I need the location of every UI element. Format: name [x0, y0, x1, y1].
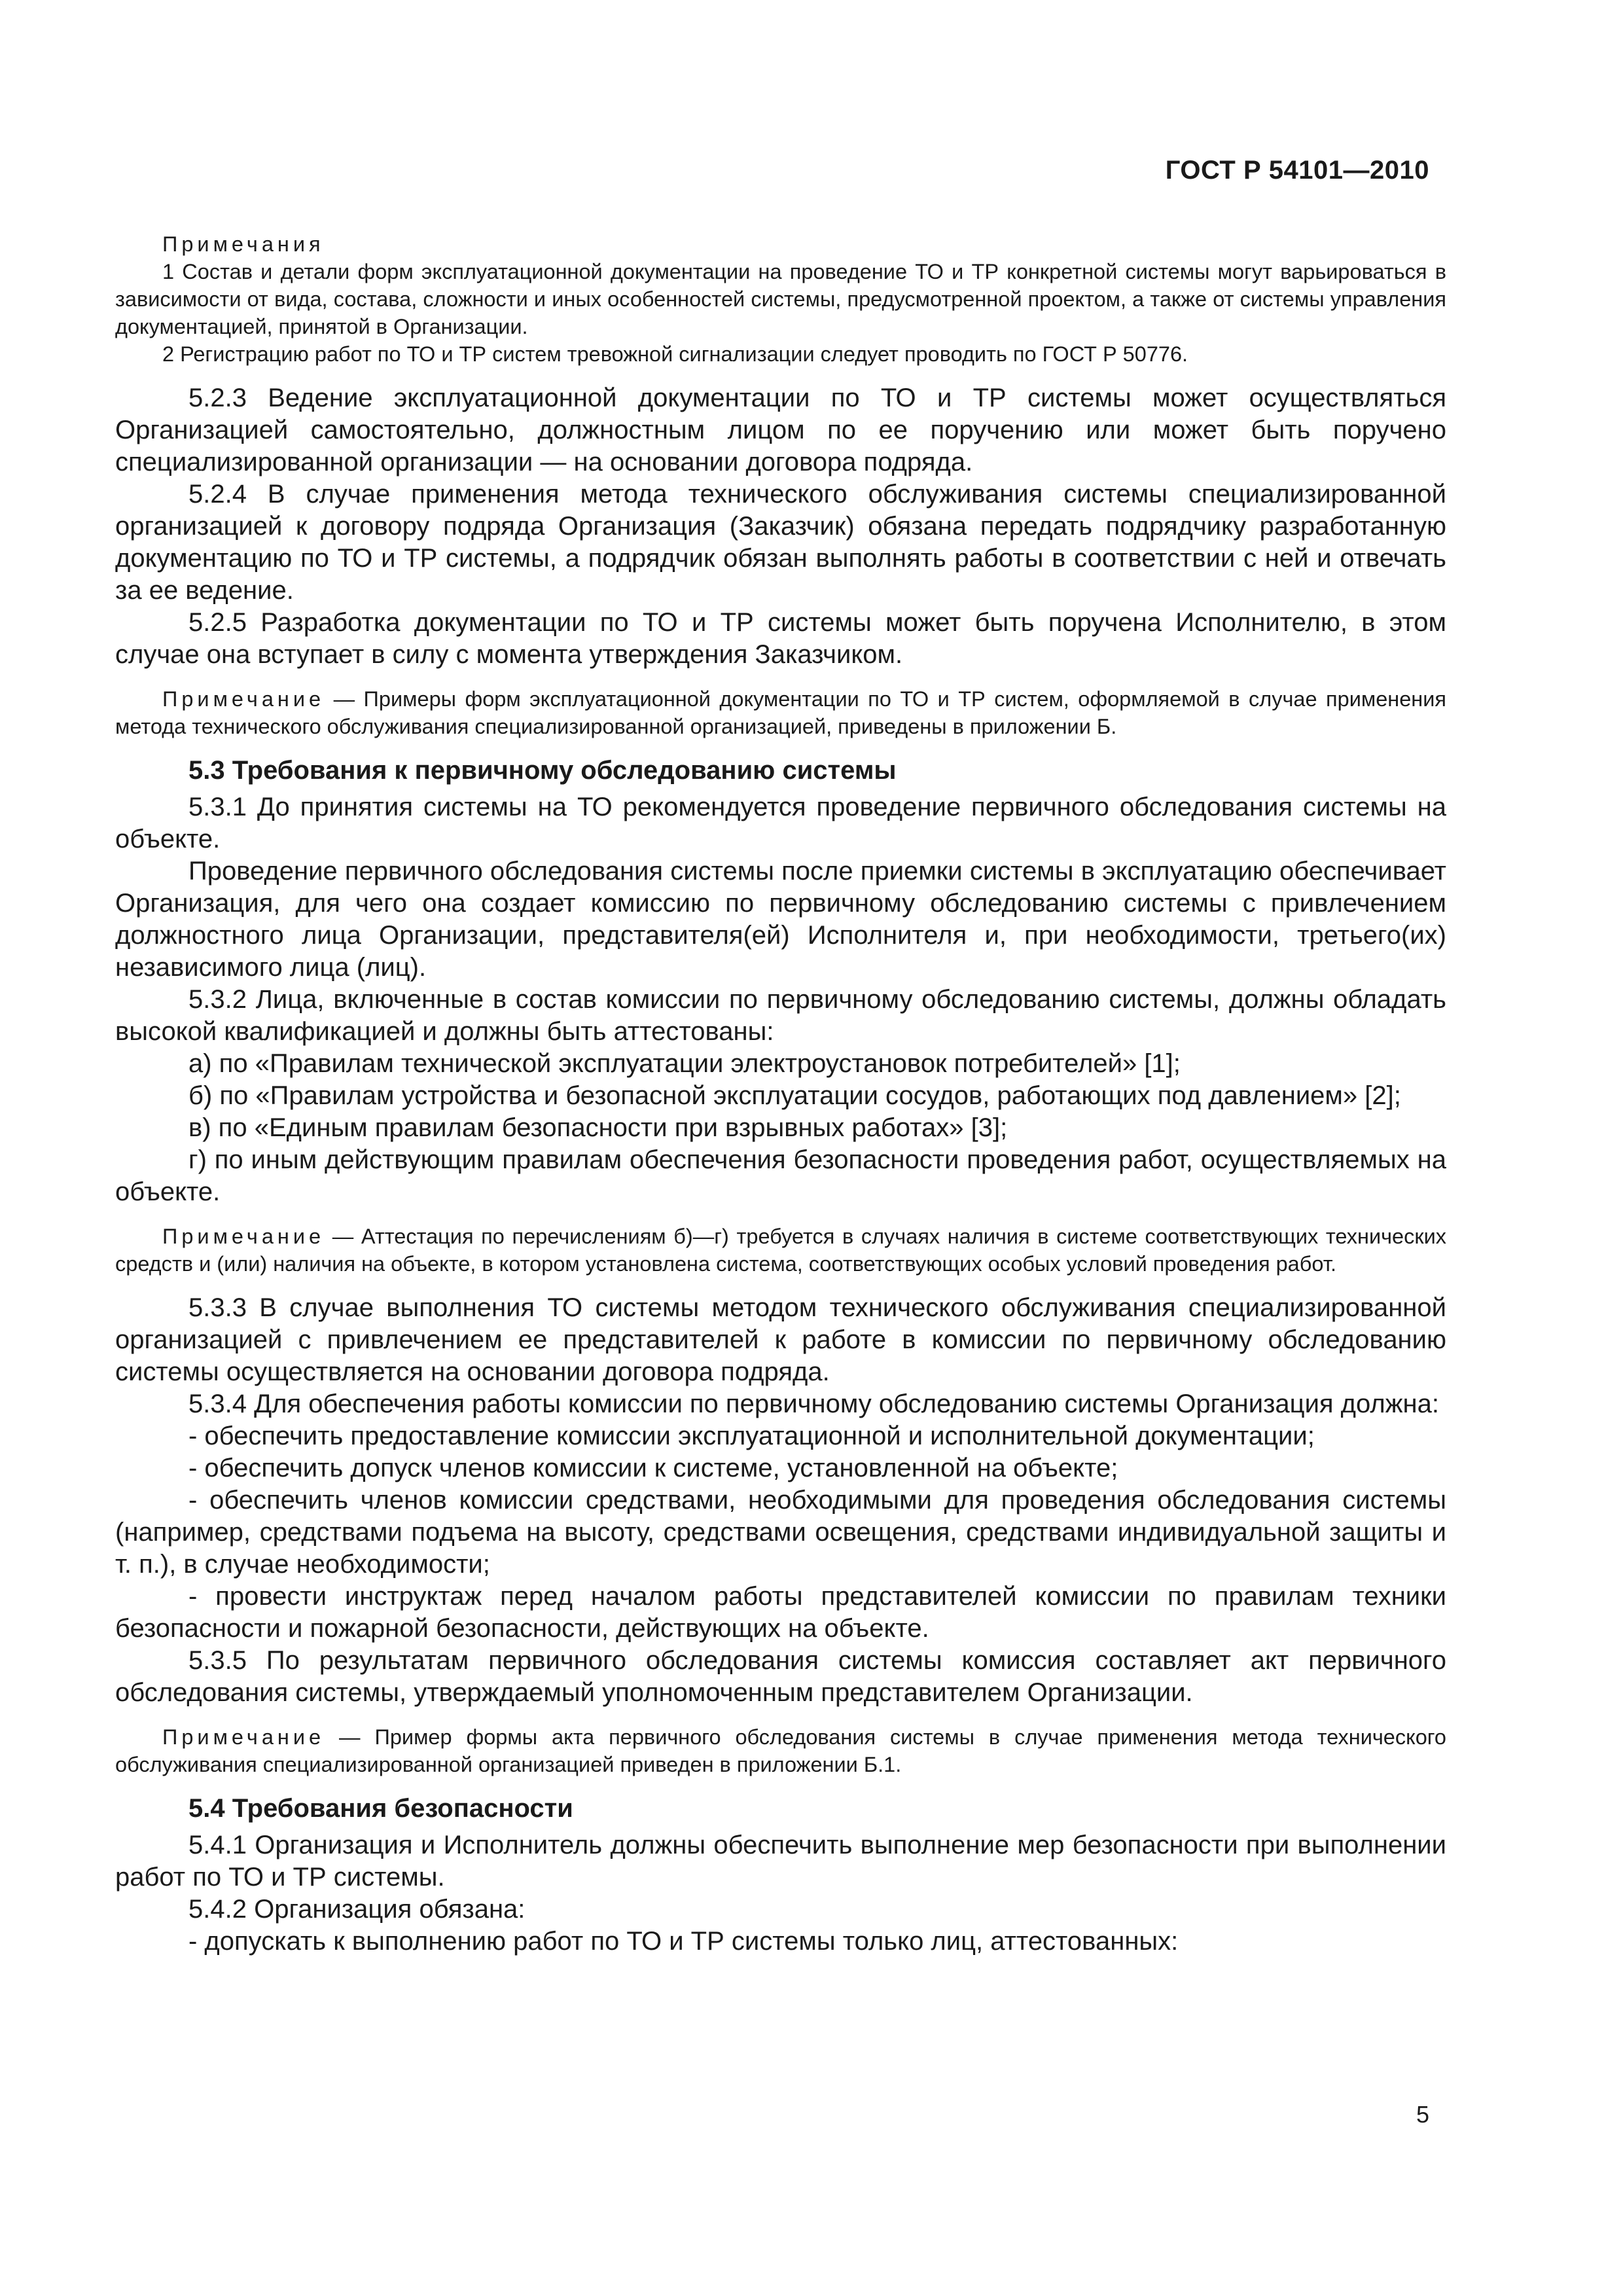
paragraph: 5.4.2 Организация обязана: [188, 1895, 526, 1924]
list-item: - обеспечить допуск членов комиссии к системе, установленной на объекте; [188, 1454, 1118, 1482]
document-number: ГОСТ Р 54101—2010 [1165, 156, 1429, 185]
paragraph: 5.2.5 Разработка документации по ТО и ТР системы может быть поручена Исполнителю, в этом случае она вступает в силу с момента утверждения Заказчиком. [115, 608, 1446, 669]
note [115, 685, 1446, 740]
note-label: Примечание [162, 1225, 325, 1248]
paragraph: 5.2.3 Ведение эксплуатационной документации по ТО и ТР системы может осуществляться Организацией самостоятельно, должностным лицом по ее поручению или может быть поручено специализированной организации — на основании договора подряда. [115, 384, 1446, 476]
paragraph: 5.3.3 В случае выполнения ТО системы методом технического обслуживания специализированной организацией с привлечением ее представителей к работе в комиссии по первичному обследованию системы осуществляется на основании договора подряда. [115, 1293, 1446, 1386]
list-item: - обеспечить членов комиссии средствами, необходимыми для проведения обследования системы (например, средствами подъема на высоту, средствами освещения, средствами индивидуальной защиты и т. п.), в случае необходимости; [115, 1486, 1446, 1579]
list-item: - обеспечить предоставление комиссии эксплуатационной и исполнительной документации; [188, 1422, 1315, 1450]
list-item: б) по «Правилам устройства и безопасной эксплуатации сосудов, работающих под давлением» [2]; [188, 1081, 1401, 1110]
note-item: 1 Состав и детали форм эксплуатационной документации на проведение ТО и ТР конкретной системы могут варьироваться в зависимости от вида, состава, сложности и иных особенностей системы, предусмотренной проектом, а также от системы управления документацией, принятой в Организации. [115, 260, 1446, 338]
note-label: Примечание [162, 1725, 325, 1749]
list-item: г) по иным действующим правилам обеспечения безопасности проведения работ, осуществляемых на объекте. [115, 1145, 1446, 1206]
note-text: — Аттестация по перечислениям б)—г) требуется в случаях наличия в системе соответствующих технических средств и (или) наличия на объекте, в котором установлена система, соответствующих особых условий проведения работ. [115, 1225, 1446, 1276]
note [115, 1723, 1446, 1778]
paragraph: 5.3.4 Для обеспечения работы комиссии по первичному обследованию системы Организация должна: [188, 1390, 1439, 1418]
list-item: - допускать к выполнению работ по ТО и ТР системы только лиц, аттестованных: [188, 1927, 1179, 1956]
paragraph: 5.2.4 В случае применения метода технического обслуживания системы специализированной организацией к договору подряда Организация (Заказчик) обязана передать подрядчику разработанную документацию по ТО и ТР системы, а подрядчик обязан выполнять работы в соответствии с ней и отвечать за ее ведение. [115, 480, 1446, 605]
note-text: — Примеры форм эксплуатационной документации по ТО и ТР систем, оформляемой в случае применения метода технического обслуживания специализированной организацией, приведены в приложении Б. [115, 687, 1446, 738]
note-text: — Пример формы акта первичного обследования системы в случае применения метода технического обслуживания специализированной организацией приведен в приложении Б.1. [115, 1725, 1446, 1776]
note-label: Примечание [162, 687, 325, 711]
paragraph: 5.4.1 Организация и Исполнитель должны обеспечить выполнение мер безопасности при выполнении работ по ТО и ТР системы. [115, 1831, 1446, 1892]
page-content [115, 230, 1446, 1958]
paragraph: 5.3.5 По результатам первичного обследования системы комиссия составляет акт первичного обследования системы, утверждаемый уполномоченным представителем Организации. [115, 1646, 1446, 1707]
list-item: - провести инструктаж перед началом работы представителей комиссии по правилам техники безопасности и пожарной безопасности, действующих на объекте. [115, 1582, 1446, 1643]
note [115, 1223, 1446, 1278]
notes-title: Примечания [162, 232, 325, 256]
section-heading: 5.3 Требования к первичному обследованию системы [188, 756, 897, 785]
paragraph: Проведение первичного обследования системы после приемки системы в эксплуатацию обеспечивает Организация, для чего она создает комиссию по первичному обследованию системы с привлечением должностного лица Организации, представителя(ей) Исполнителя и, при необходимости, третьего(их) независимого лица (лиц). [115, 857, 1446, 982]
note-item: 2 Регистрацию работ по ТО и ТР систем тревожной сигнализации следует проводить по ГОСТ Р 50776. [162, 342, 1188, 366]
section-heading: 5.4 Требования безопасности [188, 1794, 573, 1823]
page-number: 5 [1416, 2101, 1429, 2128]
paragraph: 5.3.1 До принятия системы на ТО рекомендуется проведение первичного обследования системы на объекте. [115, 793, 1446, 853]
list-item: в) по «Единым правилам безопасности при взрывных работах» [3]; [188, 1113, 1008, 1142]
paragraph: 5.3.2 Лица, включенные в состав комиссии по первичному обследованию системы, должны обладать высокой квалификацией и должны быть аттестованы: [115, 985, 1446, 1046]
list-item: а) по «Правилам технической эксплуатации электроустановок потребителей» [1]; [188, 1049, 1181, 1078]
